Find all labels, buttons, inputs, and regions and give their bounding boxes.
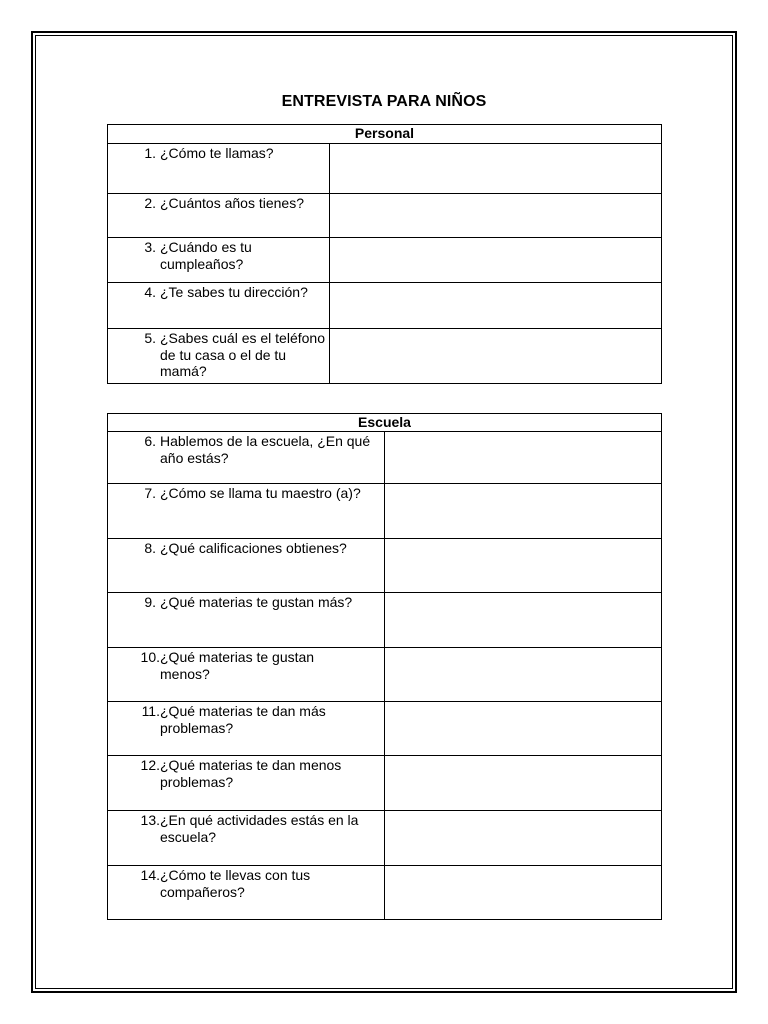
question-number: 14. — [140, 867, 160, 883]
answer-field[interactable] — [385, 866, 662, 920]
question-text: ¿Qué materias te dan más problemas? — [160, 703, 326, 736]
question-cell — [108, 756, 385, 811]
question-cell — [108, 811, 385, 866]
question-number: 11. — [141, 703, 160, 719]
question-number: 7. — [144, 485, 156, 501]
personal-table — [107, 124, 662, 384]
question-number: 9. — [144, 594, 156, 610]
question-text: ¿Qué materias te gustan menos? — [160, 649, 315, 682]
question-cell — [108, 283, 330, 329]
question-number: 2. — [144, 195, 156, 211]
question-text: ¿Qué calificaciones obtienes? — [160, 540, 347, 556]
question-number: 5. — [144, 330, 156, 346]
question-cell — [108, 539, 385, 593]
question-cell — [108, 484, 385, 539]
answer-field[interactable] — [330, 194, 662, 238]
question-text: ¿Te sabes tu dirección? — [160, 284, 308, 300]
question-cell — [108, 866, 385, 920]
question-text: ¿Cuándo es tu cumpleaños? — [160, 239, 252, 272]
answer-field[interactable] — [385, 702, 662, 756]
answer-field[interactable] — [330, 329, 662, 384]
answer-field[interactable] — [385, 539, 662, 593]
question-cell — [108, 194, 330, 238]
question-text: ¿Cómo se llama tu maestro (a)? — [160, 485, 361, 501]
answer-field[interactable] — [330, 283, 662, 329]
answer-field[interactable] — [385, 432, 662, 484]
question-number: 6. — [144, 433, 156, 449]
question-number: 3. — [144, 239, 156, 255]
question-text: ¿Sabes cuál es el teléfono de tu casa o el de tu mamá? — [160, 330, 325, 379]
answer-field[interactable] — [385, 811, 662, 866]
question-number: 8. — [144, 540, 156, 556]
question-number: 12. — [140, 757, 160, 773]
question-text: ¿Cuántos años tienes? — [160, 195, 304, 211]
answer-field[interactable] — [385, 648, 662, 702]
question-text: ¿Cómo te llevas con tus compañeros? — [160, 867, 311, 900]
answer-field[interactable] — [330, 144, 662, 194]
question-number: 10. — [140, 649, 160, 665]
question-cell — [108, 702, 385, 756]
question-cell — [108, 648, 385, 702]
question-number: 13. — [140, 812, 160, 828]
question-cell — [108, 238, 330, 283]
escuela-table — [107, 413, 662, 920]
question-text: ¿Cómo te llamas? — [160, 145, 274, 161]
question-cell — [108, 329, 330, 384]
question-cell — [108, 593, 385, 648]
personal-header: Personal — [108, 125, 662, 144]
answer-field[interactable] — [330, 238, 662, 283]
question-text: ¿Qué materias te gustan más? — [160, 594, 353, 610]
question-cell — [108, 432, 385, 484]
answer-field[interactable] — [385, 484, 662, 539]
question-text: ¿Qué materias te dan menos problemas? — [160, 757, 342, 790]
escuela-header: Escuela — [108, 414, 662, 432]
question-cell — [108, 144, 330, 194]
answer-field[interactable] — [385, 756, 662, 811]
answer-field[interactable] — [385, 593, 662, 648]
question-text: Hablemos de la escuela, ¿En qué año estás? — [160, 433, 371, 466]
question-number: 1. — [144, 145, 156, 161]
document-title: ENTREVISTA PARA NIÑOS — [281, 93, 487, 110]
question-text: ¿En qué actividades estás en la escuela? — [160, 812, 359, 845]
question-number: 4. — [144, 284, 156, 300]
